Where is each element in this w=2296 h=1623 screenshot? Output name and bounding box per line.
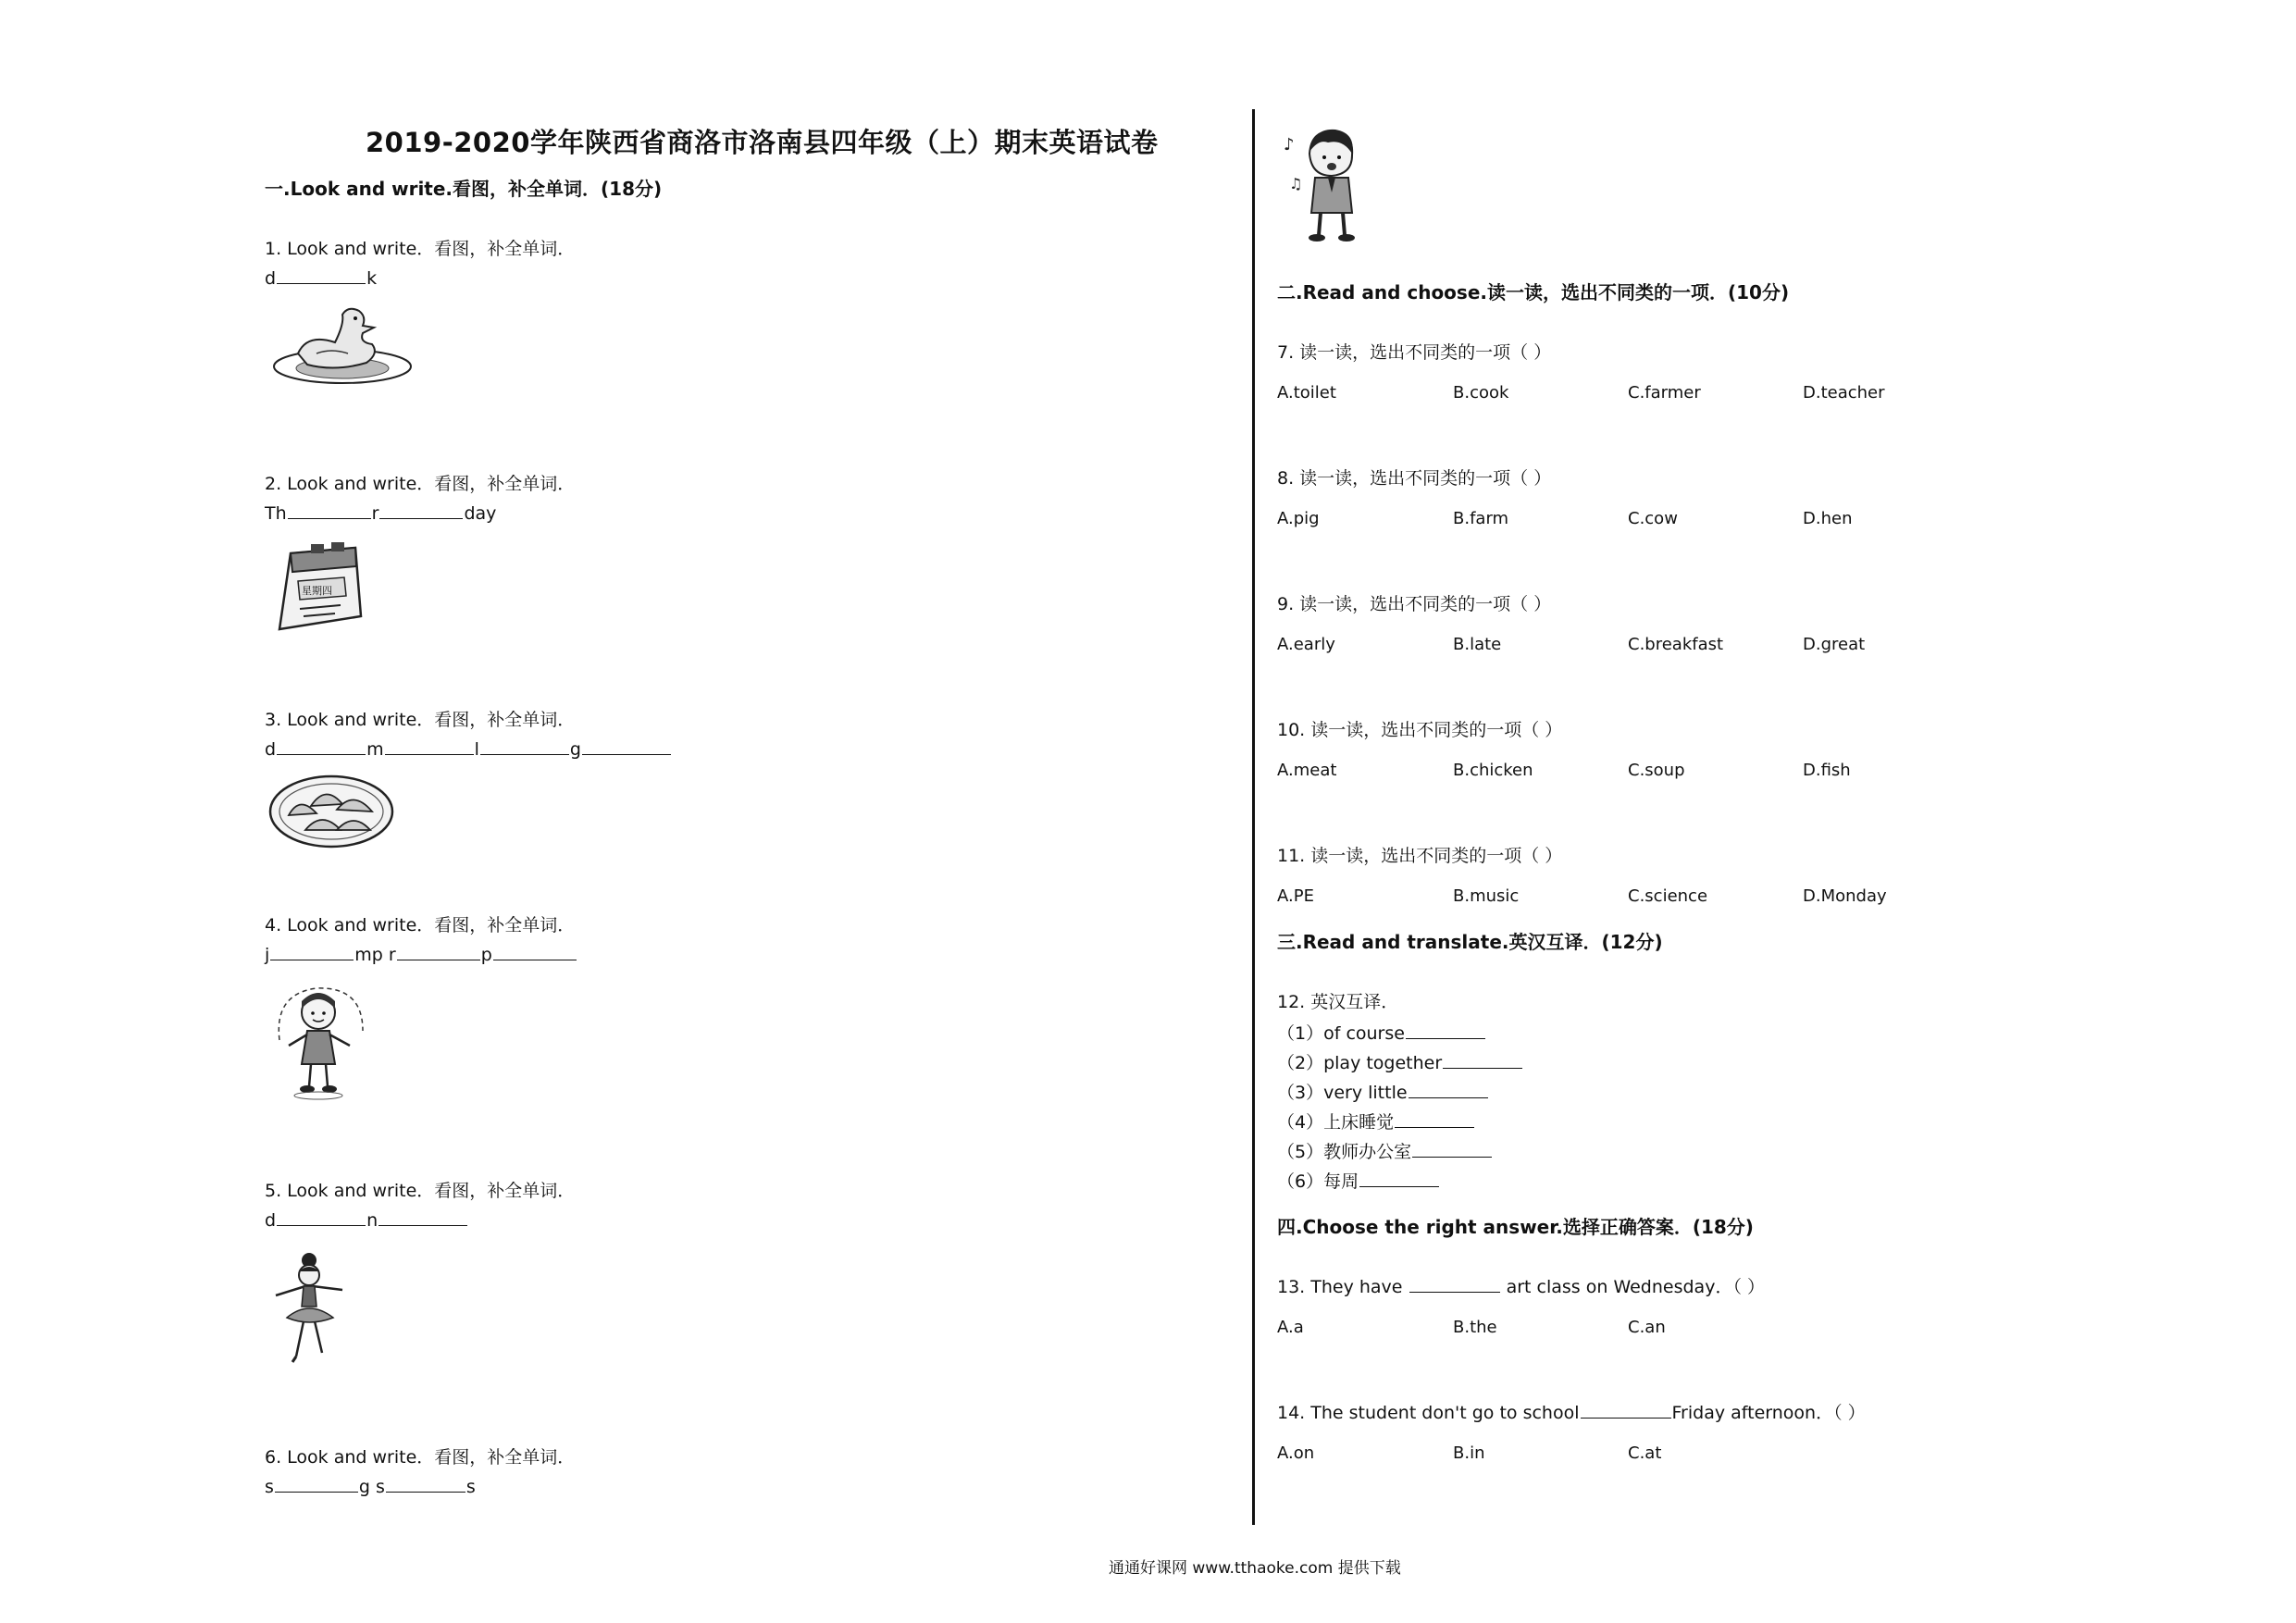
q4-blank-2[interactable] — [397, 943, 480, 960]
q13-blank[interactable] — [1409, 1275, 1500, 1293]
ballet-dancer-icon — [268, 1249, 352, 1369]
svg-text:♫: ♫ — [1289, 175, 1303, 192]
q1-blank[interactable] — [277, 266, 366, 284]
q3-blank-2[interactable] — [385, 737, 474, 755]
q6-blank-2[interactable] — [386, 1475, 465, 1493]
q12-prompt: 12. 英汉互译． — [1277, 992, 1399, 1012]
page-footer: 通通好课网 www.tthaoke.com 提供下载 — [1109, 1559, 1401, 1578]
boy-singing-icon — [1282, 126, 1365, 246]
q3-answer-line: d m l g — [265, 737, 672, 760]
q4-blank-3[interactable] — [493, 943, 577, 960]
q5-blank-1[interactable] — [277, 1208, 366, 1226]
q9-option-d[interactable]: D.great — [1803, 635, 1866, 654]
q7-prompt: 7. 读一读，选出不同类的一项（ ） — [1277, 342, 1552, 363]
q12-blank-4[interactable] — [1395, 1110, 1474, 1128]
q8-prompt: 8. 读一读，选出不同类的一项（ ） — [1277, 468, 1552, 489]
q3-blank-3[interactable] — [480, 737, 569, 755]
q9-option-b[interactable]: B.late — [1453, 635, 1502, 654]
q12-blank-3[interactable] — [1409, 1081, 1488, 1098]
q8-option-c[interactable]: C.cow — [1628, 509, 1678, 528]
q12-blank-6[interactable] — [1359, 1170, 1439, 1187]
q3-blank-1[interactable] — [277, 737, 366, 755]
dumplings-icon — [268, 773, 398, 850]
q12-item-3: （3）very little — [1277, 1079, 1489, 1104]
q12-blank-2[interactable] — [1443, 1051, 1522, 1069]
section1-heading: 一.Look and write.看图，补全单词．(18分) — [265, 178, 663, 200]
q1-answer-line: d k — [265, 268, 378, 289]
q13-option-b[interactable]: B.the — [1453, 1318, 1497, 1337]
q14-prompt: 14. The student don't go to school Friday afternoon．（ ） — [1277, 1403, 1866, 1423]
q2-answer-line: Th r day — [265, 503, 497, 524]
q6-answer-line: s g s s — [265, 1477, 476, 1497]
q12-item-6: （6）每周 — [1277, 1168, 1440, 1193]
q5-blank-2[interactable] — [379, 1208, 467, 1226]
q9-option-c[interactable]: C.breakfast — [1628, 635, 1724, 654]
column-divider — [1252, 109, 1255, 1525]
q10-prompt: 10. 读一读，选出不同类的一项（ ） — [1277, 720, 1563, 740]
q10-option-a[interactable]: A.meat — [1277, 761, 1337, 780]
q6-blank-1[interactable] — [275, 1475, 358, 1493]
q12-blank-1[interactable] — [1406, 1022, 1485, 1039]
q13-option-c[interactable]: C.an — [1628, 1318, 1666, 1337]
girl-jumping-rope-icon — [270, 985, 372, 1105]
q5-answer-line: d n — [265, 1208, 468, 1231]
q10-option-c[interactable]: C.soup — [1628, 761, 1685, 780]
duck-icon — [270, 305, 418, 389]
q9-prompt: 9. 读一读，选出不同类的一项（ ） — [1277, 594, 1552, 614]
q14-option-c[interactable]: C.at — [1628, 1443, 1662, 1463]
q7-option-a[interactable]: A.toilet — [1277, 383, 1336, 403]
q8-option-d[interactable]: D.hen — [1803, 509, 1853, 528]
q10-option-d[interactable]: D.fish — [1803, 761, 1851, 780]
q2-prompt: 2. Look and write．看图，补全单词． — [265, 474, 576, 494]
page-title: 2019-2020学年陕西省商洛市洛南县四年级（上）期末英语试卷 — [366, 127, 1159, 158]
calendar-icon — [267, 544, 368, 637]
q14-blank[interactable] — [1581, 1401, 1671, 1419]
q7-option-c[interactable]: C.farmer — [1628, 383, 1701, 403]
q8-option-a[interactable]: A.pig — [1277, 509, 1320, 528]
q11-option-a[interactable]: A.PE — [1277, 886, 1314, 906]
q12-item-5: （5）教师办公室 — [1277, 1138, 1493, 1163]
calendar-text: 星期四 — [302, 585, 332, 597]
section3-heading: 三.Read and translate.英汉互译．(12分) — [1277, 931, 1663, 953]
q7-option-d[interactable]: D.teacher — [1803, 383, 1885, 403]
q13-prompt: 13. They have art class on Wednesday．（ ） — [1277, 1277, 1765, 1297]
q12-item-2: （2）play together — [1277, 1049, 1523, 1074]
q5-prompt: 5. Look and write．看图，补全单词． — [265, 1181, 576, 1201]
section2-heading: 二.Read and choose.读一读，选出不同类的一项．(10分) — [1277, 281, 1790, 304]
q13-option-a[interactable]: A.a — [1277, 1318, 1304, 1337]
q12-blank-5[interactable] — [1412, 1140, 1492, 1158]
svg-text:♪: ♪ — [1284, 135, 1295, 155]
q10-option-b[interactable]: B.chicken — [1453, 761, 1533, 780]
q11-option-d[interactable]: D.Monday — [1803, 886, 1887, 906]
q12-item-1: （1）of course — [1277, 1020, 1486, 1045]
q8-option-b[interactable]: B.farm — [1453, 509, 1509, 528]
q1-prompt: 1. Look and write．看图，补全单词． — [265, 239, 576, 259]
q7-option-b[interactable]: B.cook — [1453, 383, 1509, 403]
q4-blank-1[interactable] — [270, 943, 354, 960]
q6-prompt: 6. Look and write．看图，补全单词． — [265, 1447, 576, 1468]
q14-option-a[interactable]: A.on — [1277, 1443, 1315, 1463]
q9-option-a[interactable]: A.early — [1277, 635, 1335, 654]
q14-option-b[interactable]: B.in — [1453, 1443, 1485, 1463]
q4-prompt: 4. Look and write．看图，补全单词． — [265, 915, 576, 935]
q11-option-b[interactable]: B.music — [1453, 886, 1520, 906]
q2-blank-1[interactable] — [288, 502, 371, 519]
q3-blank-4[interactable] — [582, 737, 671, 755]
q11-prompt: 11. 读一读，选出不同类的一项（ ） — [1277, 846, 1563, 866]
q2-blank-2[interactable] — [379, 502, 463, 519]
section4-heading: 四.Choose the right answer.选择正确答案．(18分) — [1277, 1216, 1754, 1238]
q11-option-c[interactable]: C.science — [1628, 886, 1708, 906]
q12-item-4: （4）上床睡觉 — [1277, 1109, 1475, 1134]
q3-prompt: 3. Look and write．看图，补全单词． — [265, 710, 576, 730]
q4-answer-line: j mp r p — [265, 943, 577, 965]
